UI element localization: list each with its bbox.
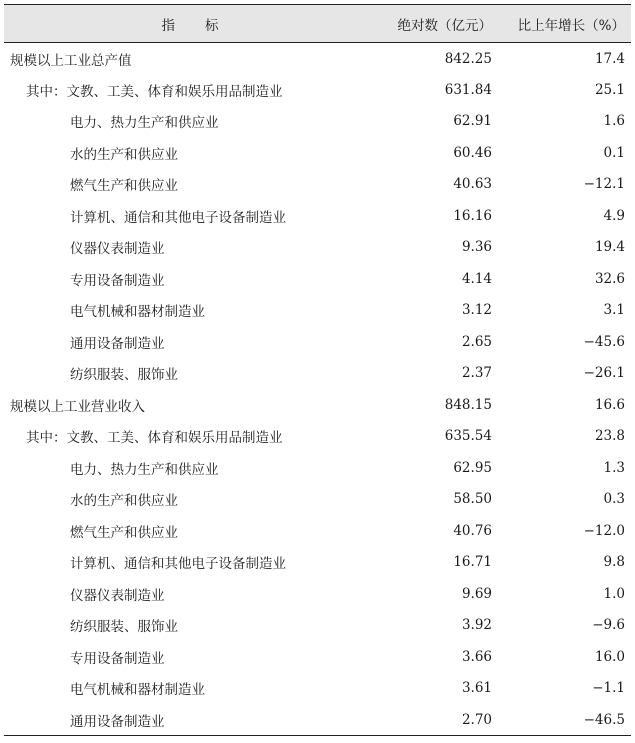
row-growth-rate: 19.4 — [594, 239, 625, 256]
table-row — [4, 232, 631, 264]
row-absolute-value: 2.70 — [376, 704, 498, 736]
table-row — [4, 704, 631, 736]
table-row — [4, 610, 631, 642]
row-indicator-label: 纺织服装、服饰业 — [70, 367, 178, 384]
row-indicator-label: 仪器仪表制造业 — [70, 241, 165, 258]
row-growth-rate: 16.6 — [594, 396, 625, 413]
row-absolute-value: 635.54 — [444, 428, 492, 445]
row-indicator-label: 电气机械和器材制造业 — [70, 304, 205, 321]
row-growth-rate: 4.9 — [603, 207, 625, 224]
row-indicator-label: 燃气生产和供应业 — [70, 524, 178, 541]
table-row — [4, 295, 631, 327]
header-row — [4, 5, 631, 43]
row-absolute-value: 848.15 — [444, 396, 492, 413]
row-indicator-label: 专用设备制造业 — [70, 272, 165, 289]
row-growth-rate: 1.3 — [603, 459, 625, 476]
row-indicator-label: 计算机、通信和其他电子设备制造业 — [70, 556, 286, 573]
row-growth-rate: 32.6 — [594, 270, 625, 287]
table-row — [4, 452, 631, 484]
row-indicator-label: 规模以上工业营业收入 — [10, 398, 145, 415]
row-growth-rate: −45.6 — [583, 333, 625, 350]
row-indicator-label: 计算机、通信和其他电子设备制造业 — [70, 209, 286, 226]
row-absolute-value: 62.91 — [453, 113, 492, 130]
row-absolute-value: 58.50 — [453, 491, 492, 508]
row-indicator-label: 其中：文教、工美、体育和娱乐用品制造业 — [26, 83, 283, 100]
row-absolute-value: 2.65 — [461, 333, 492, 350]
row-growth-rate: 1.6 — [603, 113, 625, 130]
table-row — [4, 169, 631, 201]
row-indicator-label: 通用设备制造业 — [70, 335, 165, 352]
row-growth-rate: 9.8 — [603, 554, 625, 571]
row-growth-rate: 17.4 — [594, 50, 625, 67]
row-growth-rate: −12.1 — [583, 176, 625, 193]
row-absolute-value: 4.14 — [461, 270, 492, 287]
row-growth-rate: −12.0 — [583, 522, 625, 539]
table-row — [4, 74, 631, 106]
table-row — [4, 484, 631, 516]
row-absolute-value: 2.37 — [461, 365, 492, 382]
row-absolute-value: 9.69 — [461, 585, 492, 602]
table-row — [4, 326, 631, 358]
row-growth-rate: 3.1 — [603, 302, 625, 319]
industry-statistics-table — [4, 4, 631, 736]
row-growth-rate: 25.1 — [594, 81, 625, 98]
table-row — [4, 389, 631, 421]
table-row — [4, 673, 631, 705]
table-row — [4, 641, 631, 673]
row-absolute-value: 16.16 — [453, 207, 492, 224]
row-growth-rate: 16.0 — [594, 648, 625, 665]
row-indicator-label: 电力、热力生产和供应业 — [70, 461, 219, 478]
row-growth-rate: −1.1 — [592, 680, 625, 697]
row-absolute-value: 9.36 — [461, 239, 492, 256]
header-absolute-value: 绝对数（亿元） — [376, 5, 498, 43]
table-header — [4, 5, 631, 43]
row-indicator-label: 水的生产和供应业 — [70, 146, 178, 163]
statistics-table-container — [4, 4, 631, 736]
table-row — [4, 137, 631, 169]
row-absolute-value: 60.46 — [453, 144, 492, 161]
table-body — [4, 43, 631, 736]
table-row — [4, 578, 631, 610]
row-growth-rate: −26.1 — [583, 365, 625, 382]
row-indicator-label: 专用设备制造业 — [70, 650, 165, 667]
table-row — [4, 421, 631, 453]
header-indicator-label: 指标 — [161, 17, 249, 34]
table-row — [4, 43, 631, 75]
row-indicator-label: 通用设备制造业 — [4, 704, 376, 736]
row-indicator-label: 其中：文教、工美、体育和娱乐用品制造业 — [26, 430, 283, 447]
row-indicator-label: 水的生产和供应业 — [70, 493, 178, 510]
row-growth-rate: 0.3 — [603, 491, 625, 508]
row-absolute-value: 62.95 — [453, 459, 492, 476]
row-indicator-label: 规模以上工业总产值 — [10, 52, 132, 69]
row-growth-rate: 23.8 — [594, 428, 625, 445]
row-growth-rate: 0.1 — [603, 144, 625, 161]
table-row — [4, 106, 631, 138]
row-absolute-value: 842.25 — [444, 50, 492, 67]
header-indicator — [4, 5, 376, 43]
row-absolute-value: 16.71 — [453, 554, 492, 571]
row-indicator-label: 电力、热力生产和供应业 — [70, 115, 219, 132]
header-growth-rate: 比上年增长（%） — [498, 5, 631, 43]
row-growth-rate: 1.0 — [603, 585, 625, 602]
table-row — [4, 547, 631, 579]
row-absolute-value: 3.66 — [461, 648, 492, 665]
row-growth-rate: −9.6 — [592, 617, 625, 634]
table-row — [4, 515, 631, 547]
table-row — [4, 200, 631, 232]
row-absolute-value: 3.61 — [461, 680, 492, 697]
row-absolute-value: 3.12 — [461, 302, 492, 319]
row-absolute-value: 40.63 — [453, 176, 492, 193]
table-row — [4, 263, 631, 295]
row-indicator-label: 燃气生产和供应业 — [70, 178, 178, 195]
row-indicator-label: 电气机械和器材制造业 — [70, 682, 205, 699]
row-indicator-label: 纺织服装、服饰业 — [70, 619, 178, 636]
row-absolute-value: 40.76 — [453, 522, 492, 539]
row-absolute-value: 631.84 — [444, 81, 492, 98]
row-indicator-label: 仪器仪表制造业 — [70, 587, 165, 604]
row-growth-rate: −46.5 — [498, 704, 631, 736]
row-absolute-value: 3.92 — [461, 617, 492, 634]
table-row — [4, 358, 631, 390]
